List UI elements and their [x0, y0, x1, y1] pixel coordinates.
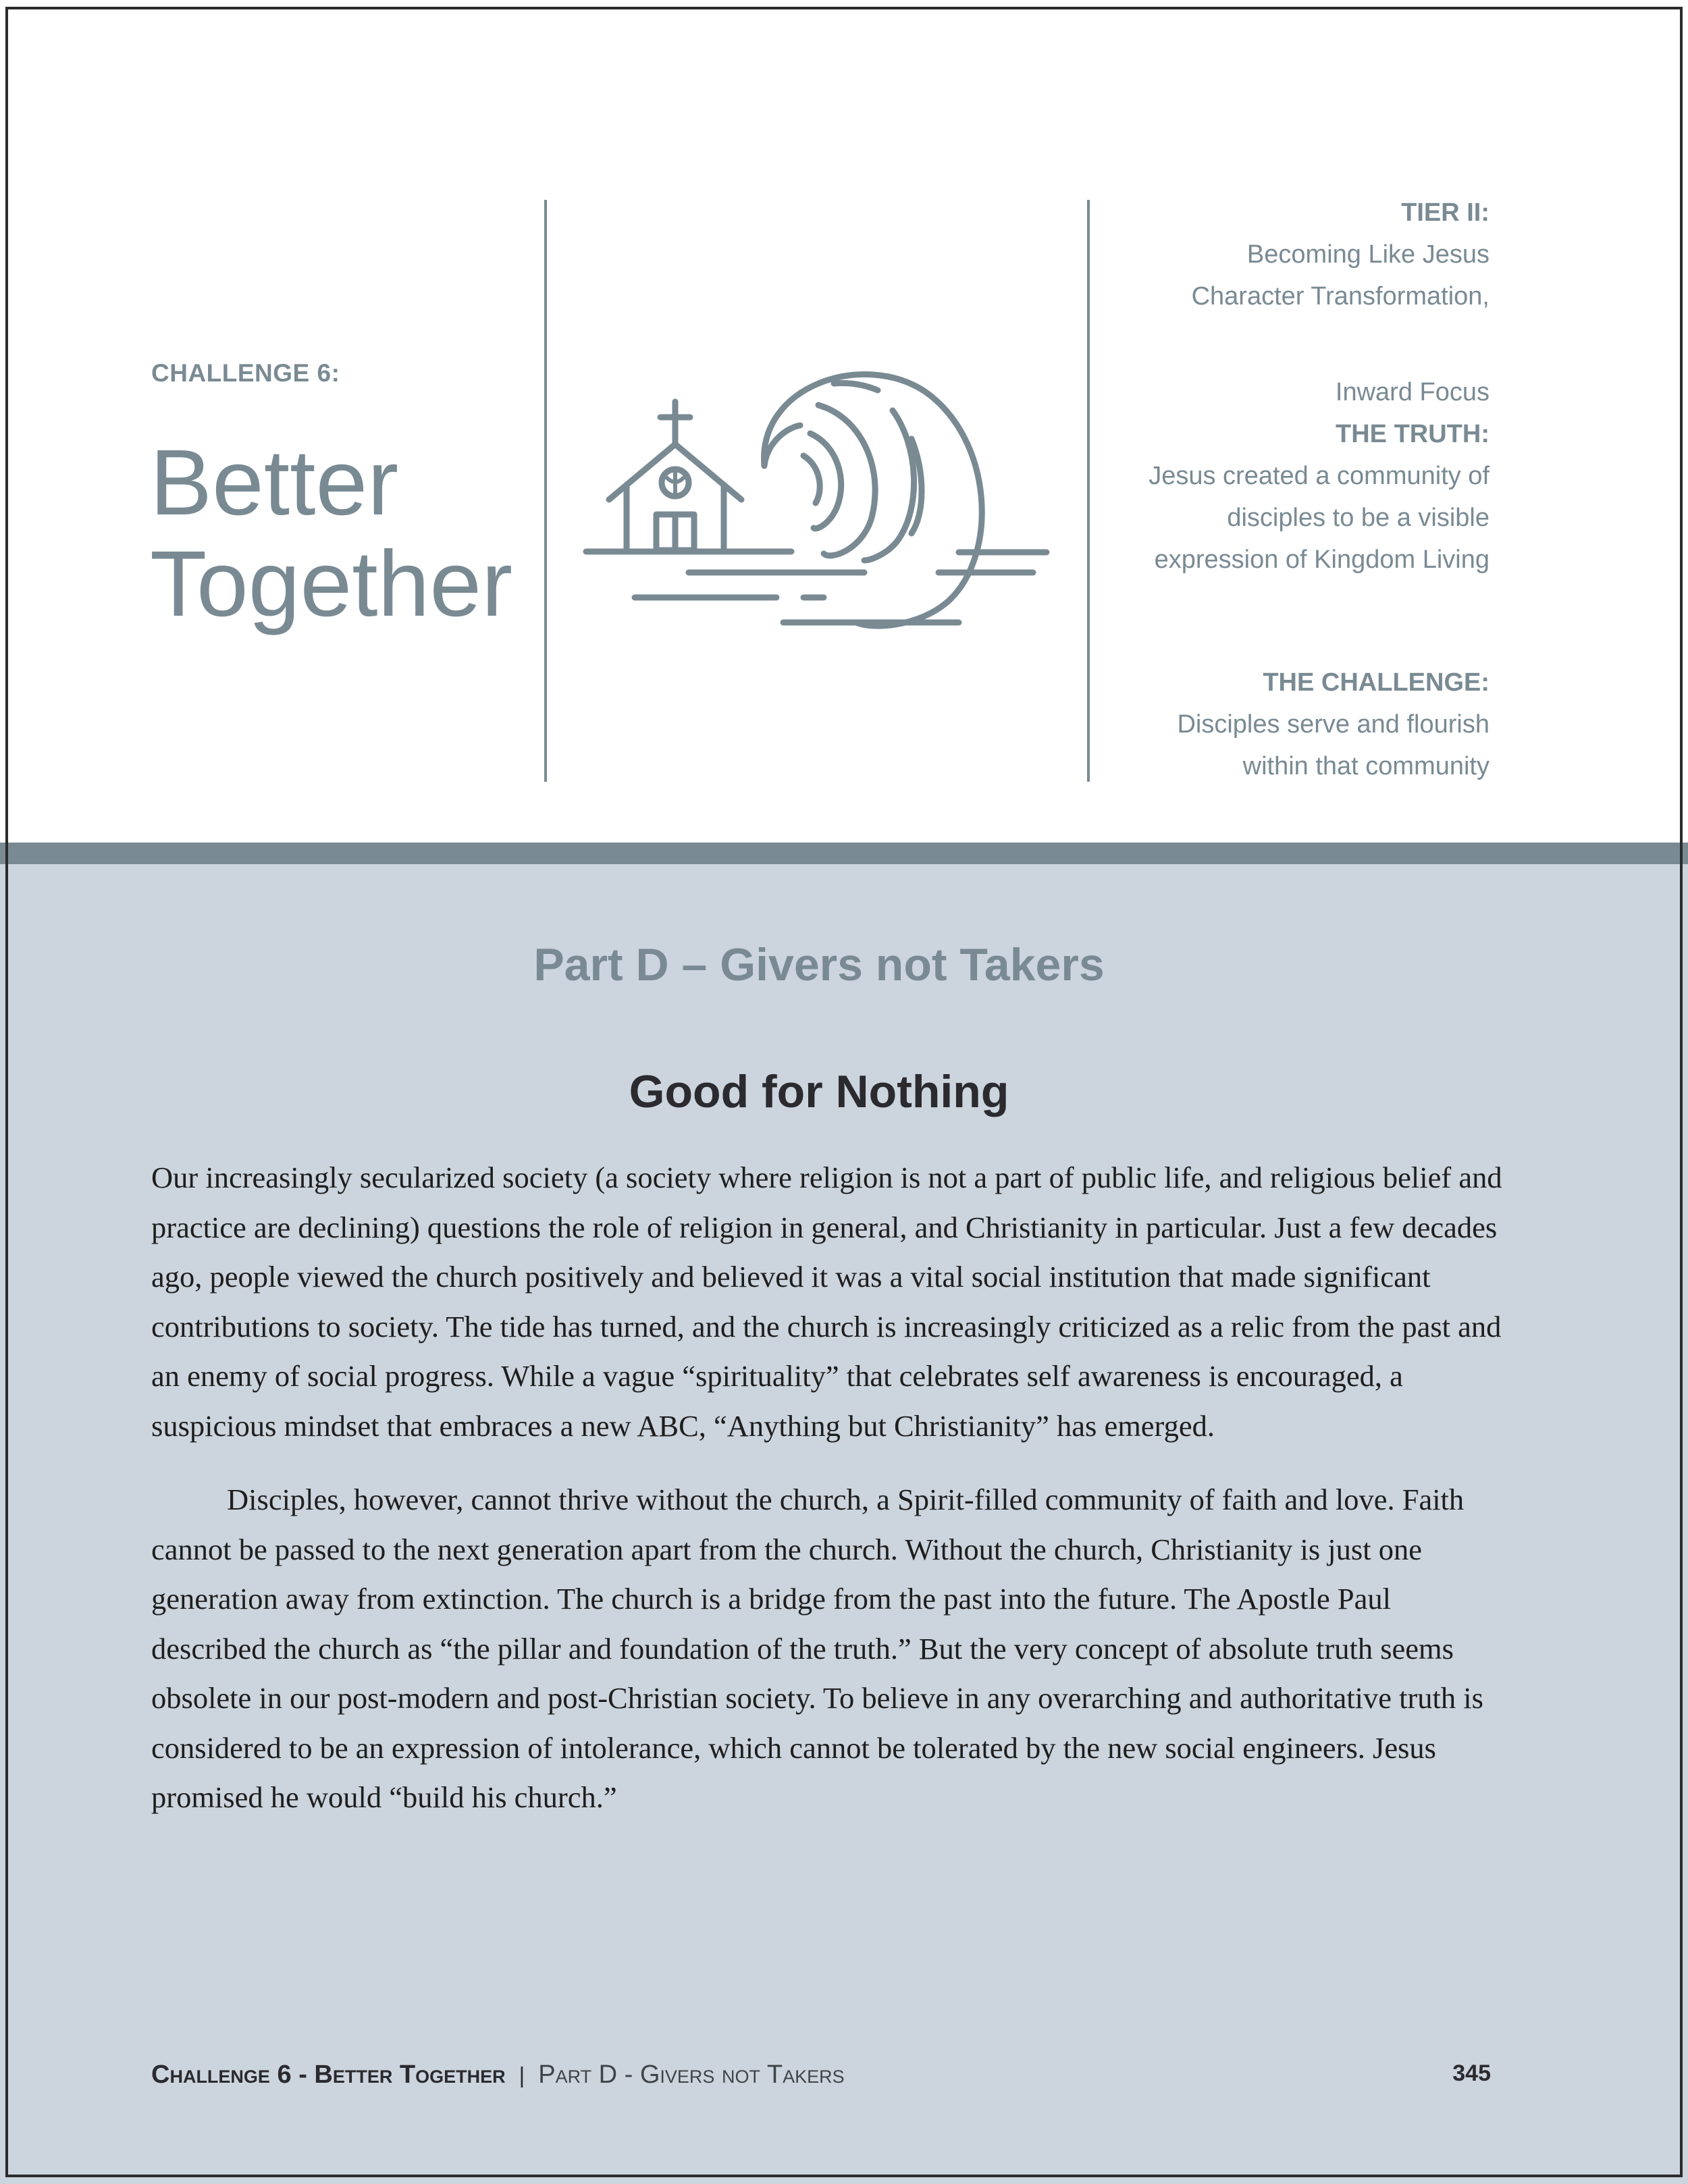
section-title: Good for Nothing — [629, 1066, 1009, 1117]
paragraph-1: Our increasingly secularized society (a society where religion is not a part of public life, and religious belief and practice are declining) questions the role of religion in general, and Christianity in particular. Just a few decades ago, people viewed the church positively and believed it was a vital social institution that made significant contributions to society. The tide has turned, and the church is increasingly criticized as a relic from the past and an enemy of social progress. While a vague “spirituality” that celebrates self awareness is encouraged, a suspicious mindset that embraces a new ABC, “Anything but Christianity” has emerged. — [151, 1161, 1502, 1443]
challenge-label: CHALLENGE 6: — [151, 359, 340, 387]
page-number: 345 — [1452, 2060, 1491, 2086]
footer-chapter: Challenge 6 - Better Together — [151, 2060, 506, 2089]
truth-line-3: expression of Kingdom Living — [1154, 545, 1489, 574]
part-title: Part D – Givers not Takers — [533, 939, 1105, 990]
truth-line-1: Jesus created a community of — [1149, 462, 1489, 490]
page-header — [0, 0, 1688, 843]
challenge-line-1: Disciples serve and flourish — [1177, 710, 1489, 739]
footer-left — [151, 2060, 845, 2089]
challenge-heading: THE CHALLENGE: — [1263, 668, 1489, 697]
truth-block — [1017, 371, 1489, 581]
tier-block — [1017, 192, 1489, 317]
header-divider-band — [0, 843, 1688, 864]
challenge-line-2: within that community — [1242, 752, 1489, 780]
challenge-block — [1017, 662, 1489, 787]
tier-line-2: Character Transformation, — [1191, 282, 1489, 311]
footer-separator: | — [519, 2062, 525, 2087]
page-title — [150, 432, 512, 635]
tier-line-1: Becoming Like Jesus — [1246, 240, 1489, 269]
church-and-wave-icon — [581, 358, 1053, 641]
body-text — [151, 1153, 1508, 1823]
page-footer — [151, 2060, 1491, 2090]
title-line-1: Better — [150, 431, 399, 535]
title-line-2: Together — [150, 532, 513, 636]
truth-line-2: disciples to be a visible — [1227, 504, 1489, 532]
footer-part: Part D - Givers not Takers — [538, 2060, 845, 2089]
tier-line-3: Inward Focus — [1335, 378, 1489, 406]
paragraph-2: Disciples, however, cannot thrive without the church, a Spirit-filled community of faith and love. Faith cannot be passed to the next generation apart from the church. Without the church, Christianity is just one generation away from extinction. The church is a bridge from the past into the future. The Apostle Paul described the church as “the pillar and foundation of the truth.” But the very concept of absolute truth seems obsolete in our post-modern and post-Christian society. To believe in any overarching and authoritative truth is considered to be an expression of intolerance, which cannot be tolerated by the new social engineers. Jesus promised he would “build his church.” — [151, 1483, 1483, 1814]
truth-label: THE TRUTH: — [1336, 420, 1489, 448]
tier-label: TIER II: — [1401, 198, 1489, 227]
divider-left — [544, 200, 547, 782]
